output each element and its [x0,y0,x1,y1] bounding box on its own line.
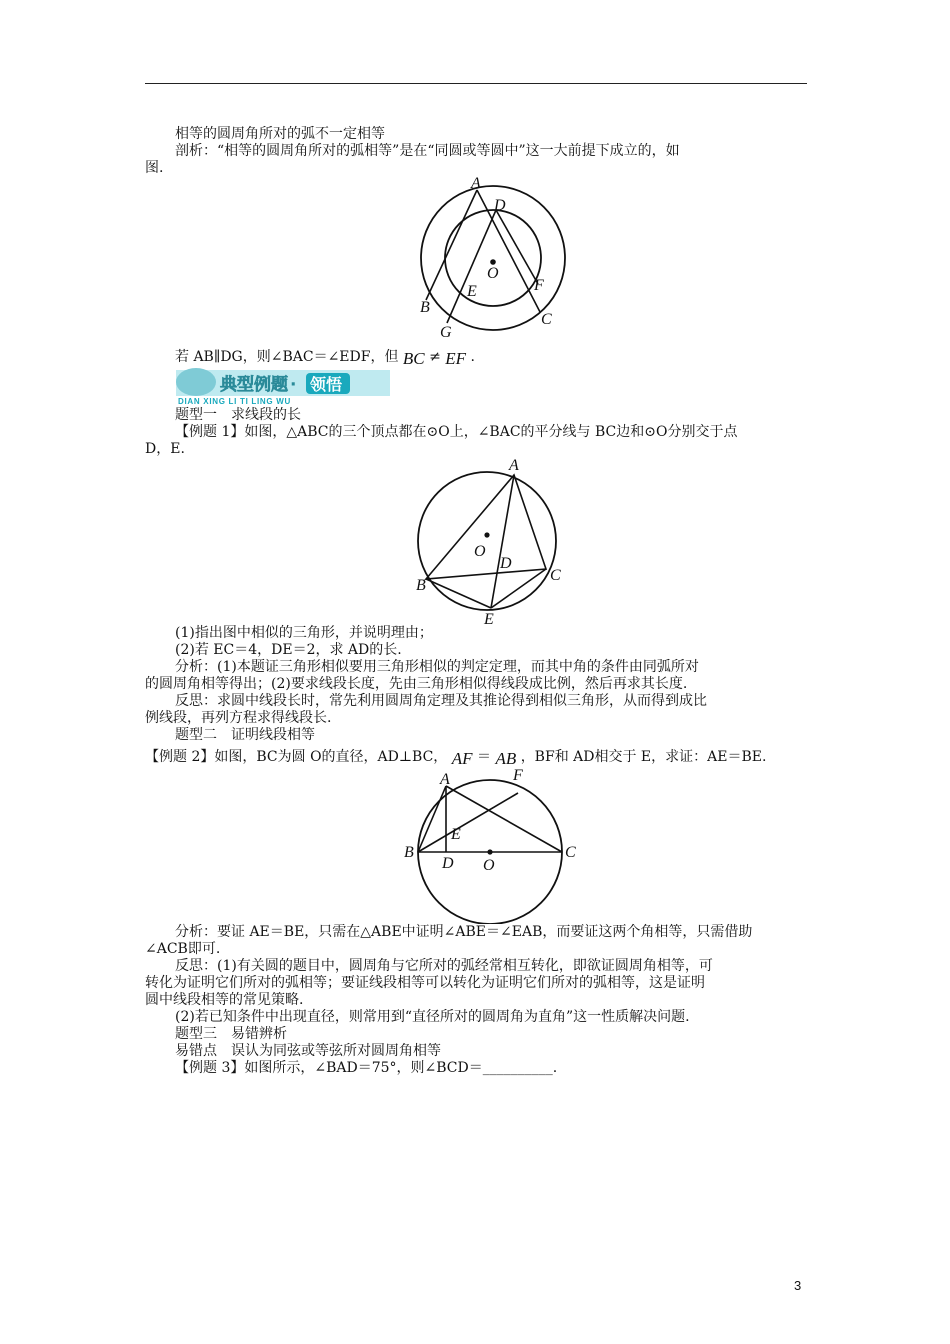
equals-sign: ＝ [477,749,496,765]
text-line: 圆中线段相等的常见策略. [145,992,304,1008]
text-line: 图. [145,160,164,176]
svg-text:典型例题: 典型例题 [220,375,288,395]
label-D: D [500,555,512,572]
text-line: 易错点 误认为同弦或等弦所对圆周角相等 [175,1043,441,1059]
label-B: B [420,299,430,316]
label-O: O [474,543,486,560]
section-heading: 题型三 易错辨析 [175,1026,287,1042]
label-D: D [494,197,506,214]
text-line: 转化为证明它们所对的弧相等；要证线段相等可以转化为证明它们所对的弧相等，这是证明 [145,975,705,991]
page-number: 3 [794,1278,802,1293]
label-B: B [404,844,414,861]
arc-BC: BC [402,349,425,368]
neq-sign: ≠ [429,349,446,365]
text-line: 相等的圆周角所对的弧不一定相等 [175,126,385,142]
text-line: (1)指出图中相似的三角形，并说明理由； [175,625,433,641]
banner-logo-icon [176,368,216,396]
text-line: 分析：(1)本题证三角形相似要用三角形相似的判定定理，而其中角的条件由同弧所对 [175,659,699,675]
label-E: E [451,826,461,843]
svg-text:领悟: 领悟 [310,375,343,394]
arc-AF: AF [451,749,473,768]
section-heading: 题型一 求线段的长 [175,407,301,423]
label-O: O [483,857,495,874]
header-rule [145,83,807,84]
text-segment: ，BF和 AD相交于 E，求证：AE＝BE. [520,749,767,765]
svg-text:·: · [290,375,297,395]
text-line: ∠ACB即可. [145,941,221,957]
label-C: C [565,844,576,861]
label-C: C [541,311,552,328]
figure-inscribed-triangle [410,452,580,630]
text-line: (2)若 EC＝4，DE＝2，求 AD的长. [175,642,402,658]
text-line: 例线段，再列方程求得线段长. [145,710,332,726]
label-G: G [440,324,452,341]
label-A: A [440,771,450,788]
label-E: E [484,611,494,628]
text-segment: 若 AB∥DG，则∠BAC＝∠EDF，但 [175,349,399,365]
text-line: 【例题 1】如图，△ABC的三个顶点都在⊙O上，∠BAC的平分线与 BC边和⊙O分别交于点 [175,424,738,440]
label-A: A [471,175,481,192]
period: . [470,349,475,365]
text-line: 的圆周角相等得出；(2)要求线段长度，先由三角形相似得线段成比例，然后再求其长度. [145,676,688,692]
text-line: 分析：要证 AE＝BE，只需在△ABE中证明∠ABE＝∠EAB，而要证这两个角相等，只需借助 [175,924,753,940]
section-heading: 题型二 证明线段相等 [175,727,315,743]
outer-circle [421,186,565,330]
section-banner [172,364,394,406]
text-line: 【例题 3】如图所示，∠BAD＝75°，则∠BCD＝__________. [175,1060,558,1076]
text-line: 反思：求圆中线段长时，常先利用圆周角定理及其推论得到相似三角形，从而得到成比 [175,693,707,709]
label-B: B [416,577,426,594]
label-O: O [487,265,499,282]
label-F: F [534,277,544,294]
inner-circle [445,210,541,306]
text-line: (2)若已知条件中出现直径，则常用到“直径所对的圆周角为直角”这一性质解决问题. [175,1009,690,1025]
label-E: E [467,283,477,300]
figure-diameter-circle [400,764,590,924]
arc-AB: AB [495,749,517,768]
svg-text:DIAN XING LI TI LING WU: DIAN XING LI TI LING WU [178,397,291,406]
label-F: F [513,767,523,784]
label-C: C [550,567,561,584]
label-A: A [509,457,519,474]
text-line: 剖析：“相等的圆周角所对的弧相等”是在“同圆或等圆中”这一大前提下成立的，如 [175,143,680,159]
text-line: D，E. [145,441,185,457]
text-line: 反思：(1)有关圆的题目中，圆周角与它所对的弧经常相互转化，即欲证圆周角相等，可 [175,958,713,974]
arc-EF: EF [445,349,467,368]
figure-two-circles [410,170,590,345]
text-segment: 【例题 2】如图，BC为圆 O的直径，AD⊥BC， [145,749,448,765]
label-D: D [442,855,454,872]
